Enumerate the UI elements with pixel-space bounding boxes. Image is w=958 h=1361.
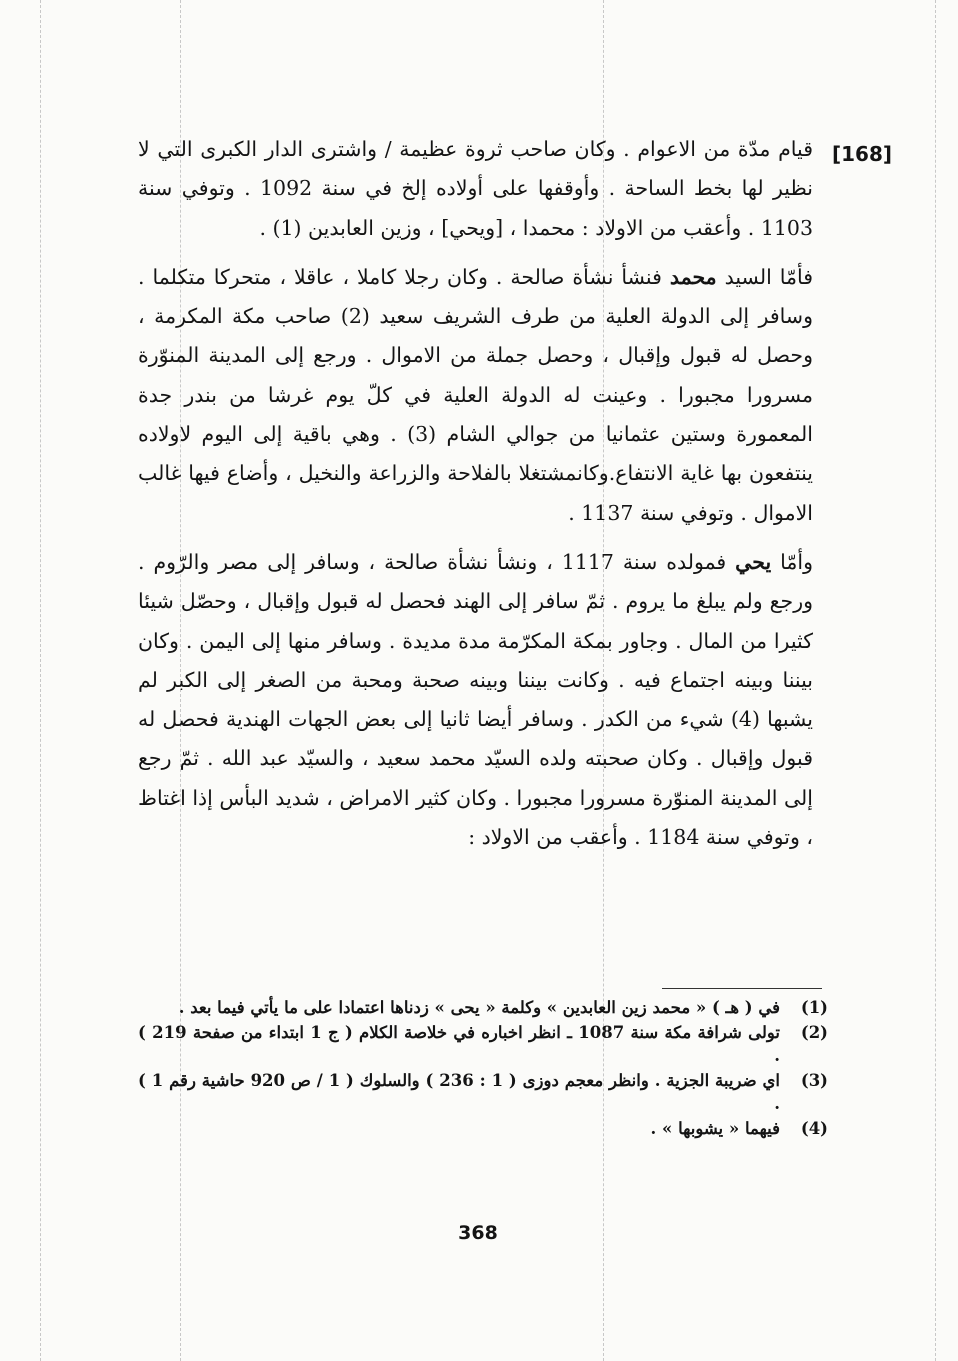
footnote-text: في ( هـ ) « محمد زين العابدين » وكلمة « يحى » زدناها اعتمادا على ما يأتي فيما بعد . <box>178 998 780 1017</box>
footnote-number: (1) <box>800 998 828 1017</box>
footnote <box>138 1069 828 1115</box>
footnote <box>138 996 828 1019</box>
paragraph-text: قيام مدّة من الاعوام . وكان صاحب ثروة عظيمة / واشترى الدار الكبرى التي لا نظير لها بخط الساحة . وأوقفها على أولاده إلخ في سنة 1092 . وتوفي سنة 1103 . وأعقب من الاولاد : محمدا ، [ويحي] ، وزين العابدين (1) . <box>138 137 813 240</box>
paragraph-text: وأمّا <box>771 549 813 574</box>
paragraph-2 <box>138 258 813 533</box>
paragraph-text: فنشأ نشأة صالحة . وكان رجلا كاملا ، عاقلا ، متحركا متكلما . وسافر إلى الدولة العلية من طرف الشريف سعيد (2) صاحب مكة المكرمة ، وحصل له قبول وإقبال ، وحصل جملة من الاموال . ورجع إلى المدينة المنوّرة مسرورا مجبورا . وعينت له الدولة العلية في كلّ يوم غرشا من بندر جدة المعمورة وستين عثمانيا من جوالي الشام (3) . وهي باقية إلى اليوم لاولاده ينتفعون بها غاية الانتفاع.وكانمشتغلا بالفلاحة والزراعة والنخيل ، وأضاع فيها غالب الاموال . وتوفي سنة 1137 . <box>138 264 813 525</box>
page-number: 368 <box>458 1222 498 1244</box>
name-highlight: محمد <box>669 264 717 289</box>
footnotes <box>138 996 828 1142</box>
reference-number: [168] <box>831 142 892 166</box>
footnote-number: (4) <box>800 1119 828 1138</box>
footnote-text: اي ضريبة الجزية . وانظر معجم دوزى ( 1 : 236 ) والسلوك ( 1 / ص 920 حاشية رقم 1 ) . <box>138 1071 780 1113</box>
paragraph-3 <box>138 543 813 857</box>
name-highlight: يحي <box>735 549 772 574</box>
paragraph-1 <box>138 130 813 248</box>
footnote-separator <box>662 988 822 989</box>
footnote <box>138 1021 828 1067</box>
footnote-number: (2) <box>800 1023 828 1042</box>
footnote <box>138 1117 828 1140</box>
body-text <box>138 130 813 867</box>
footnote-text: فيهما « يشوبها » . <box>650 1119 780 1138</box>
paragraph-text: فأمّا السيد <box>716 264 814 289</box>
paragraph-text: فمولده سنة 1117 ، ونشأ نشأة صالحة ، وسافر إلى مصر والرّوم . ورجع ولم يبلغ ما يروم . ثمّ سافر إلى الهند فحصل له قبول وإقبال ، وحصّل شيئا كثيرا من المال . وجاور بمكة المكرّمة مدة مديدة . وسافر منها إلى اليمن . وكان بيننا وبينه اجتماع فيه . وكانت بيننا وبينه صحبة ومحبة من الصغر إلى الكبر لم يشبها (4) شيء من الكدر . وسافر أيضا ثانيا إلى بعض الجهات الهندية فحصل له قبول وإقبال . وكان صحبته ولده السيّد محمد سعيد ، والسيّد عبد الله . ثمّ رجع إلى المدينة المنوّرة مسرورا مجبورا . وكان كثير الامراض ، شديد البأس إذا اغتاظ ، وتوفي سنة 1184 . وأعقب من الاولاد : <box>138 549 814 850</box>
footnote-number: (3) <box>800 1071 828 1090</box>
footnote-text: تولى شرافة مكة سنة 1087 ـ انظر اخباره في خلاصة الكلام ( ج 1 ابتداء من صفحة 219 ) . <box>138 1023 780 1065</box>
book-page <box>130 120 890 1250</box>
